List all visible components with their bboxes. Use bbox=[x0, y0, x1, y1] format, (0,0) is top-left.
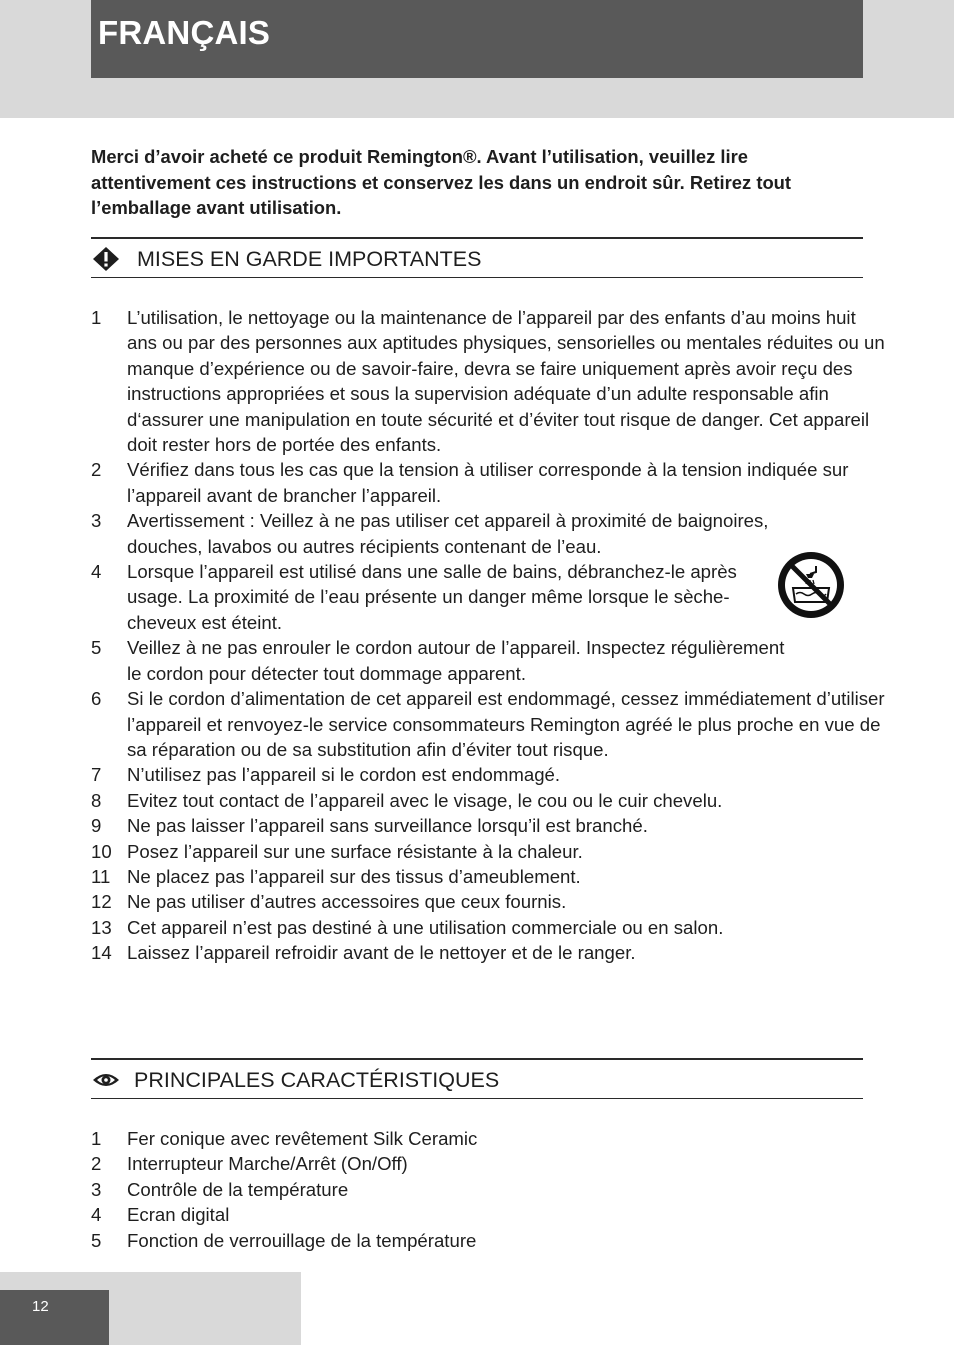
language-title-box bbox=[91, 0, 863, 78]
list-item: 5 Veillez à ne pas enrouler le cordon autour de l’appareil. Inspectez régulièrement le cordon pour détecter tout dommage apparent. bbox=[91, 637, 785, 684]
list-item: 6 Si le cordon d’alimentation de cet appareil est endommagé, cessez immédiatement d’utiliser l’appareil et renvoyez-le service consommateurs Remington agréé le plus proche en vue de sa réparation ou de sa substitution afin d’éviter tout risque. bbox=[91, 688, 885, 760]
list-item: 4 Ecran digital bbox=[91, 1204, 230, 1226]
list-item: 4 Lorsque l’appareil est utilisé dans une salle de bains, débranchez-le après usage. La proximité de l’eau présente un danger même lorsque le sèche-cheveux est éteint. bbox=[91, 561, 737, 633]
list-item: 9 Ne pas laisser l’appareil sans surveillance lorsqu’il est branché. bbox=[91, 815, 648, 837]
list-item: 8 Evitez tout contact de l’appareil avec le visage, le cou ou le cuir chevelu. bbox=[91, 789, 723, 811]
list-item: 1 L’utilisation, le nettoyage ou la maintenance de l’appareil par des enfants d’au moins huit ans ou par des personnes aux aptitudes physiques, sensorielles ou mentales réduites ou un manque d’expérience ou de savoir-faire, devra se faire uniquement après avoir reçu des instructions appropriées et sous la supervision adéquate d’un adulte responsable afin d‘assurer une manipulation en toute sécurité et d’éviter tout risque de danger. Cet appareil doit rester hors de portée des enfants. bbox=[91, 307, 885, 456]
list-item: 2 Interrupteur Marche/Arrêt (On/Off) bbox=[91, 1153, 408, 1175]
list-item: 11 Ne placez pas l’appareil sur des tissus d’ameublement. bbox=[91, 865, 581, 887]
list-item: 1 Fer conique avec revêtement Silk Ceramic bbox=[91, 1128, 478, 1149]
page-title: FRANÇAIS bbox=[98, 14, 271, 51]
no-water-near-bath-icon bbox=[776, 550, 846, 620]
features-section-header bbox=[91, 1058, 863, 1099]
list-item: 10 Posez l’appareil sur une surface résistante à la chaleur. bbox=[91, 840, 583, 862]
warning-diamond-icon bbox=[91, 247, 121, 271]
list-item: 7 N’utilisez pas l’appareil si le cordon est endommagé. bbox=[91, 764, 561, 786]
intro-paragraph: Merci d’avoir acheté ce produit Remington®. Avant l’utilisation, veuillez lire attentivement ces instructions et conservez les dans un endroit sûr. Retirez tout l’emballage avant utilisation. bbox=[91, 146, 792, 218]
warnings-section-title: MISES EN GARDE IMPORTANTES bbox=[137, 247, 482, 271]
features-list bbox=[91, 1126, 887, 1253]
list-item: 5 Fonction de verrouillage de la température bbox=[91, 1229, 477, 1251]
list-item: 13 Cet appareil n’est pas destiné à une utilisation commerciale ou en salon. bbox=[91, 916, 724, 938]
list-item: 12 Ne pas utiliser d’autres accessoires que ceux fournis. bbox=[91, 891, 567, 913]
list-item: 14 Laissez l’appareil refroidir avant de le nettoyer et de le ranger. bbox=[91, 942, 636, 964]
eye-icon bbox=[91, 1068, 121, 1092]
list-item: 3 Avertissement : Veillez à ne pas utiliser cet appareil à proximité de baignoires, douches, lavabos ou autres récipients contenant de l’eau. bbox=[91, 510, 769, 557]
list-item: 3 Contrôle de la température bbox=[91, 1178, 349, 1200]
list-item: 2 Vérifiez dans tous les cas que la tension à utiliser corresponde à la tension indiquée sur l’appareil avant de brancher l’appareil. bbox=[91, 459, 849, 506]
warnings-section-header bbox=[91, 237, 863, 278]
warnings-list bbox=[91, 305, 887, 966]
page-number-box bbox=[0, 1290, 109, 1345]
page-number: 12 bbox=[32, 1298, 49, 1315]
features-section-title: PRINCIPALES CARACTÉRISTIQUES bbox=[134, 1068, 500, 1092]
